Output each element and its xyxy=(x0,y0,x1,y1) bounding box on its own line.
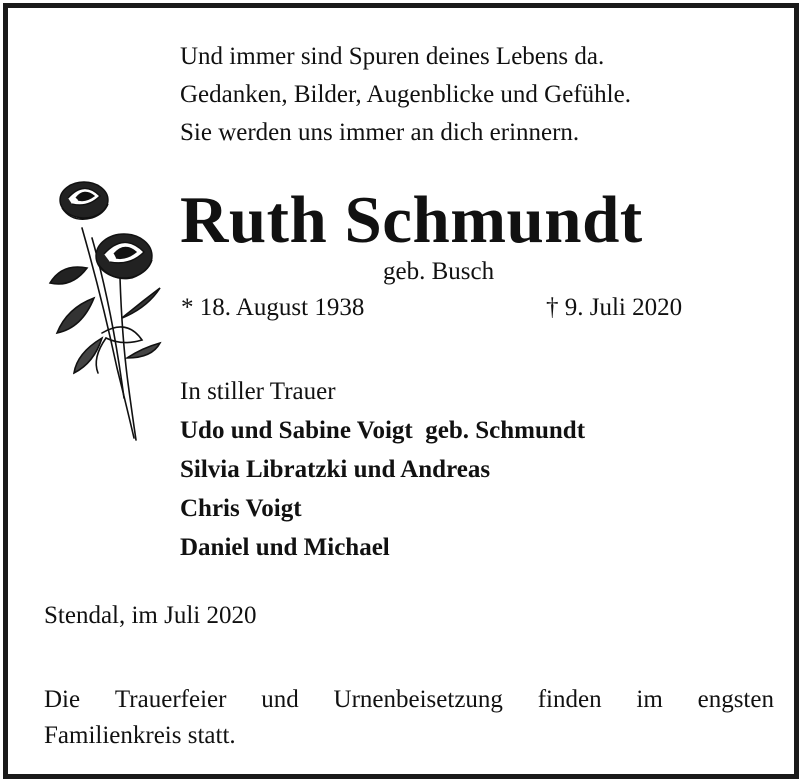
poem xyxy=(180,38,631,152)
mourner-name: Udo und Sabine Voigt geb. Schmundt xyxy=(180,417,586,444)
mourning-intro: In stiller Trauer xyxy=(180,378,336,405)
death-date: † 9. Juli 2020 xyxy=(546,294,683,321)
mourners xyxy=(180,372,585,567)
funeral-note-line: Familienkreis statt. xyxy=(44,722,236,749)
note-word: finden xyxy=(537,686,602,713)
poem-line: Und immer sind Spuren deines Lebens da. xyxy=(180,43,605,70)
note-word: und xyxy=(261,686,299,713)
deceased-name: Ruth Schmundt xyxy=(180,183,643,257)
mourner-name: Daniel und Michael xyxy=(180,534,390,561)
mourner-name: Chris Voigt xyxy=(180,495,302,522)
obituary-frame xyxy=(3,3,799,779)
note-word: Die xyxy=(44,686,81,713)
rose-bouquet-icon xyxy=(32,168,172,448)
note-word: Urnenbeisetzung xyxy=(333,686,503,713)
funeral-note-line xyxy=(44,682,774,718)
note-word: engsten xyxy=(697,686,774,713)
place-date: Stendal, im Juli 2020 xyxy=(44,602,257,629)
poem-line: Sie werden uns immer an dich erinnern. xyxy=(180,119,580,146)
poem-line: Gedanken, Bilder, Augenblicke und Gefühle. xyxy=(180,81,631,108)
funeral-note xyxy=(44,682,774,754)
mourner-name: Silvia Libratzki und Andreas xyxy=(180,456,491,483)
note-word: Trauerfeier xyxy=(114,686,227,713)
note-word: im xyxy=(636,686,663,713)
birth-date: * 18. August 1938 xyxy=(181,294,365,321)
maiden-name: geb. Busch xyxy=(383,258,495,285)
